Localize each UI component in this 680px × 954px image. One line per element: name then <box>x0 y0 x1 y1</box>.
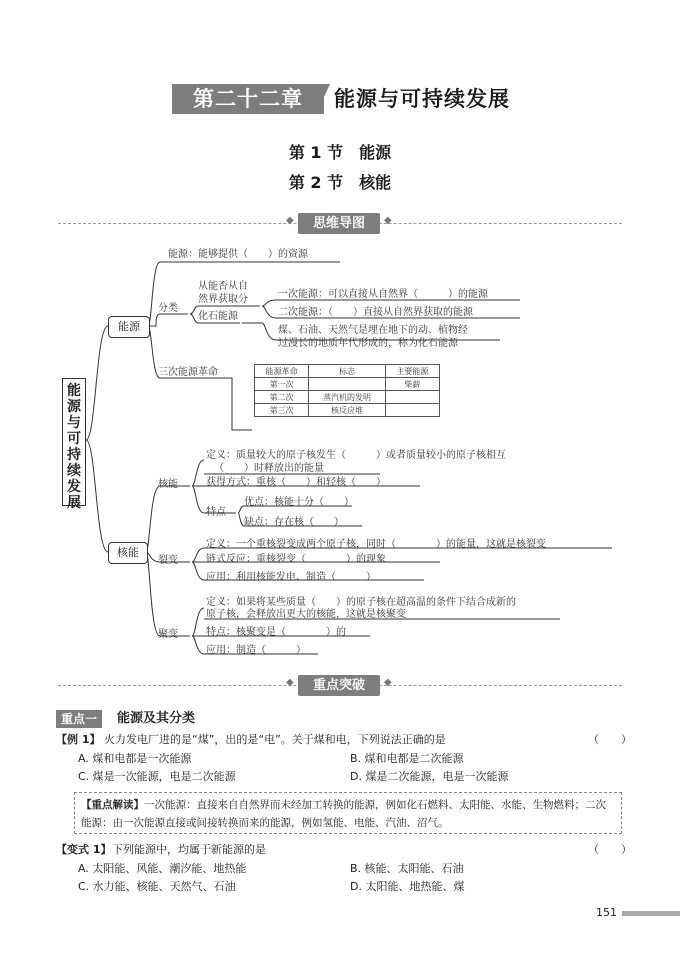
nuclear-def-1: 定义：质量较大的原子核发生（ ）或者质量较小的原子核相互 <box>206 450 506 461</box>
fission-def: 定义：一个重核裂变成两个原子核，同时（ ）的能量，这就是核裂变 <box>206 539 546 550</box>
variant-option-b[interactable]: B. 核能、太阳能、石油 <box>350 862 464 875</box>
fusion-def-2: 原子核，会释放出更大的核能，这就是核聚变 <box>206 609 406 620</box>
table-row <box>255 391 440 404</box>
mind-map-root: 能源与可持续发展 <box>62 378 86 506</box>
nuclear-pro: 优点：核能十分（ ） <box>244 497 354 508</box>
table-cell <box>309 378 386 391</box>
table-cell <box>385 391 439 404</box>
revolution-table <box>254 364 440 417</box>
fossil-desc-2: 过漫长的地质年代形成的，称为化石能源 <box>278 338 458 349</box>
chapter-title: 能源与可持续发展 <box>334 87 510 111</box>
page-number-bar <box>622 911 680 916</box>
table-cell: 核反应堆 <box>309 404 386 417</box>
page-number: 151 <box>596 906 617 919</box>
analysis-text: 一次能源：直接来自自然界而未经加工转换的能源，例如化石燃料、太阳能、水能、生物燃料；二次能源：由一次能源直接或间接转换而来的能源，例如氢能、电能、汽油、沼气。 <box>81 799 606 829</box>
section-title-1: 第 1 节 能源 <box>288 143 392 162</box>
node-energy: 能源 <box>108 316 150 338</box>
analysis-box <box>74 792 622 834</box>
key-point-tag: 重点一 <box>56 710 102 728</box>
table-row <box>255 378 440 391</box>
table-header-row <box>255 365 440 378</box>
fusion-use: 应用：制造（ ） <box>206 645 306 656</box>
table-row <box>255 404 440 417</box>
nuclear-energy-label: 核能 <box>158 479 178 490</box>
table-cell <box>385 404 439 417</box>
fission-use: 应用：利用核能发电、制造（ ） <box>206 572 376 583</box>
example-option-c[interactable]: C. 煤是一次能源，电是二次能源 <box>78 770 236 783</box>
table-header: 标志 <box>309 365 386 378</box>
classify-label: 分类 <box>158 303 178 314</box>
fusion-feature: 特点：核聚变是（ ）的 <box>206 627 346 638</box>
nuclear-con: 缺点：存在核（ ） <box>244 517 344 528</box>
banner-dot: ◆ <box>384 215 392 226</box>
example-option-d[interactable]: D. 煤是二次能源，电是一次能源 <box>350 770 509 783</box>
example-option-b[interactable]: B. 煤和电都是二次能源 <box>350 752 464 765</box>
banner-dot: ◆ <box>286 677 294 688</box>
variant-option-d[interactable]: D. 太阳能、地热能、煤 <box>350 880 465 893</box>
table-cell: 第一次 <box>255 378 309 391</box>
variant-label: 【变式 1】 <box>56 843 112 856</box>
key-points-banner: 重点突破 <box>298 675 380 696</box>
variant-option-c[interactable]: C. 水力能、核能、天然气、石油 <box>78 880 236 893</box>
energy-definition: 能源：能够提供（ ）的资源 <box>168 249 308 260</box>
nuclear-def-2: （ ）时释放出的能量 <box>214 463 324 474</box>
feature-label: 特点 <box>206 507 226 518</box>
variant-question: 下列能源中，均属于新能源的是 <box>112 843 266 856</box>
analysis-label: 【重点解读】 <box>81 799 144 811</box>
variant-option-a[interactable]: A. 太阳能、风能、潮汐能、地热能 <box>78 862 247 875</box>
table-cell: 柴薪 <box>385 378 439 391</box>
table-cell: 第二次 <box>255 391 309 404</box>
banner-dot: ◆ <box>286 215 294 226</box>
secondary-energy: 二次能源：（ ）直接从自然界获取的能源 <box>278 307 473 318</box>
table-header: 能源革命 <box>255 365 309 378</box>
example-label: 【例 1】 <box>56 733 101 746</box>
nuclear-ways: 获得方式：重核（ ）和轻核（ ） <box>206 477 386 488</box>
classify-criteria-2: 然界获取分 <box>198 294 248 305</box>
banner-dot: ◆ <box>384 677 392 688</box>
revolution-label: 三次能源革命 <box>158 367 218 378</box>
fission-label: 裂变 <box>158 555 178 566</box>
fossil-desc-1: 煤、石油、天然气是埋在地下的动、植物经 <box>278 325 468 336</box>
primary-energy: 一次能源：可以直接从自然界（ ）的能源 <box>278 289 488 300</box>
example-question: 火力发电厂进的是“煤”，出的是“电”。关于煤和电，下列说法正确的是 <box>104 733 446 746</box>
section-title-2: 第 2 节 核能 <box>288 173 392 192</box>
example-option-a[interactable]: A. 煤和电都是一次能源 <box>78 752 192 765</box>
answer-bracket: （ ） <box>588 843 632 856</box>
node-nuclear: 核能 <box>108 542 148 564</box>
fusion-def-1: 定义：如果将某些质量（ ）的原子核在超高温的条件下结合成新的 <box>206 597 516 608</box>
fossil-label: 化石能源 <box>198 311 238 322</box>
mind-map-banner: 思维导图 <box>298 213 380 234</box>
chapter-number: 第二十二章 <box>172 84 324 114</box>
table-cell: 第三次 <box>255 404 309 417</box>
fusion-label: 聚变 <box>158 629 178 640</box>
classify-criteria-1: 从能否从自 <box>198 281 248 292</box>
answer-bracket: （ ） <box>588 733 632 746</box>
chain-reaction: 链式反应：重核裂变（ ）的现象 <box>206 554 386 565</box>
table-cell: 蒸汽机的发明 <box>309 391 386 404</box>
key-point-title: 能源及其分类 <box>117 711 196 726</box>
table-header: 主要能源 <box>385 365 439 378</box>
